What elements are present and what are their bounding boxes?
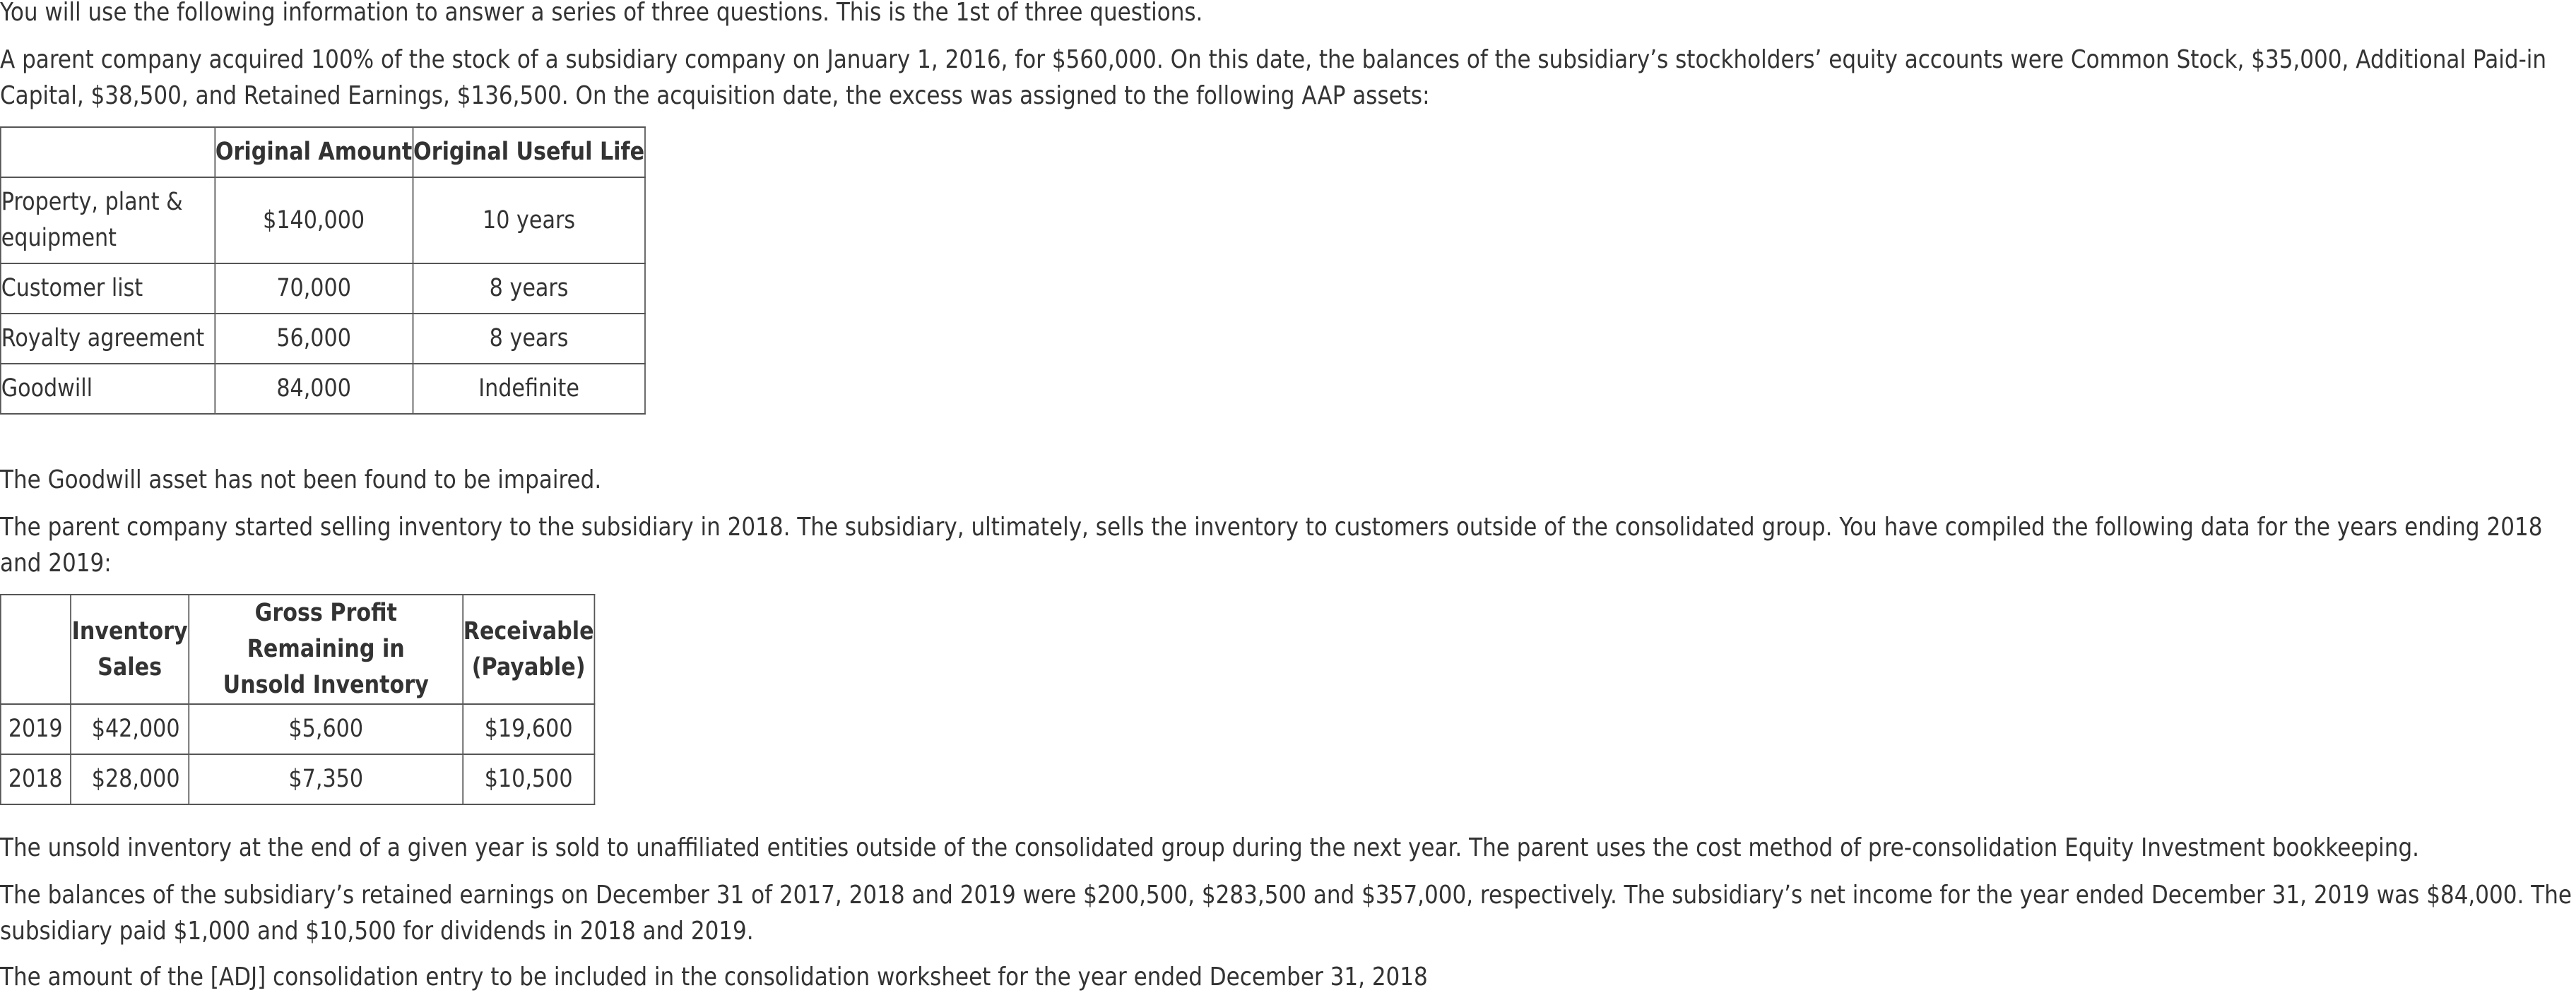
- unsold-note: The unsold inventory at the end of a given year is sold to unaffiliated entities outside of the consolidated group during the next year. The parent uses the cost method of pre-consolidation Equity Investment bookkeeping.: [0, 833, 2420, 862]
- asset-life: Indefinite: [413, 364, 645, 414]
- acquisition-line-2: Capital, $38,500, and Retained Earnings, $136,500. On the acquisition date, the excess was assigned to the following AAP assets:: [0, 81, 1430, 110]
- goodwill-note: The Goodwill asset has not been found to be impaired.: [0, 465, 602, 494]
- balances-line-2: subsidiary paid $1,000 and $10,500 for dividends in 2018 and 2019.: [0, 917, 754, 946]
- sales-line-1: The parent company started selling inventory to the subsidiary in 2018. The subsidiary, ultimately, sells the inventory to customers outside of the consolidated group. You have compiled the following data for the years ending 2018: [0, 513, 2543, 542]
- table-row: [1, 364, 645, 414]
- asset-amount: 84,000: [215, 364, 413, 414]
- asset-name: Customer list: [1, 263, 215, 314]
- header-gp-line-2: Unsold Inventory: [223, 671, 429, 699]
- acquisition-paragraph: [0, 42, 2546, 114]
- header-recv-line-1: Receivable: [463, 617, 594, 645]
- row-receivable: $10,500: [463, 754, 595, 804]
- row-year: 2018: [1, 754, 71, 804]
- header-recv-line-2: (Payable): [471, 653, 586, 681]
- inventory-header-blank: [1, 595, 71, 704]
- header-gp-line-1: Gross Profit Remaining in: [247, 599, 405, 663]
- asset-name: Royalty agreement: [1, 314, 215, 364]
- asset-amount: $140,000: [215, 177, 413, 263]
- row-year: 2019: [1, 704, 71, 754]
- sales-line-2: and 2019:: [0, 549, 112, 578]
- aap-header-life: Original Useful Life: [413, 127, 645, 177]
- asset-name: [1, 177, 215, 263]
- asset-name-line-2: equipment: [1, 224, 117, 252]
- table-row: [1, 177, 645, 263]
- table-row: [1, 704, 595, 754]
- balances-line-1: The balances of the subsidiary’s retained earnings on December 31 of 2017, 2018 and 2019 were $200,500, $283,500 and $357,000, respectively. The subsidiary’s net income for the year ended December 31, 2019 was $84,000. The: [0, 881, 2572, 910]
- asset-life: 8 years: [413, 314, 645, 364]
- inventory-sales-table: [0, 594, 595, 805]
- header-sales-line-2: Sales: [98, 653, 163, 681]
- asset-amount: 56,000: [215, 314, 413, 364]
- row-sales: $28,000: [71, 754, 189, 804]
- table-row: [1, 754, 595, 804]
- row-sales: $42,000: [71, 704, 189, 754]
- asset-life: 8 years: [413, 263, 645, 314]
- aap-assets-table: [0, 126, 646, 415]
- aap-header-row: [1, 127, 645, 177]
- inventory-header-receivable: [463, 595, 595, 704]
- row-gross-profit: $5,600: [189, 704, 463, 754]
- asset-name: Goodwill: [1, 364, 215, 414]
- sales-paragraph: [0, 509, 2542, 581]
- asset-name-line-1: Property, plant &: [1, 188, 183, 216]
- table-row: [1, 263, 645, 314]
- table-row: [1, 314, 645, 364]
- inventory-header-row: [1, 595, 595, 704]
- acquisition-line-1: A parent company acquired 100% of the stock of a subsidiary company on January 1, 2016, for $560,000. On this date, the balances of the subsidiary’s stockholders’ equity accounts were Common Stock, $35,000, Additional Paid-in: [0, 45, 2547, 74]
- inventory-header-sales: [71, 595, 189, 704]
- row-receivable: $19,600: [463, 704, 595, 754]
- inventory-header-gross-profit: [189, 595, 463, 704]
- aap-header-blank: [1, 127, 215, 177]
- intro-text: You will use the following information to answer a series of three questions. This is the 1st of three questions.: [0, 0, 1203, 27]
- header-sales-line-1: Inventory: [71, 617, 188, 645]
- row-gross-profit: $7,350: [189, 754, 463, 804]
- question-text: The amount of the [ADJ] consolidation entry to be included in the consolidation worksheet for the year ended December 31, 2018: [0, 963, 1428, 992]
- asset-life: 10 years: [413, 177, 645, 263]
- balances-paragraph: [0, 877, 2572, 949]
- aap-header-amount: Original Amount: [215, 127, 413, 177]
- asset-amount: 70,000: [215, 263, 413, 314]
